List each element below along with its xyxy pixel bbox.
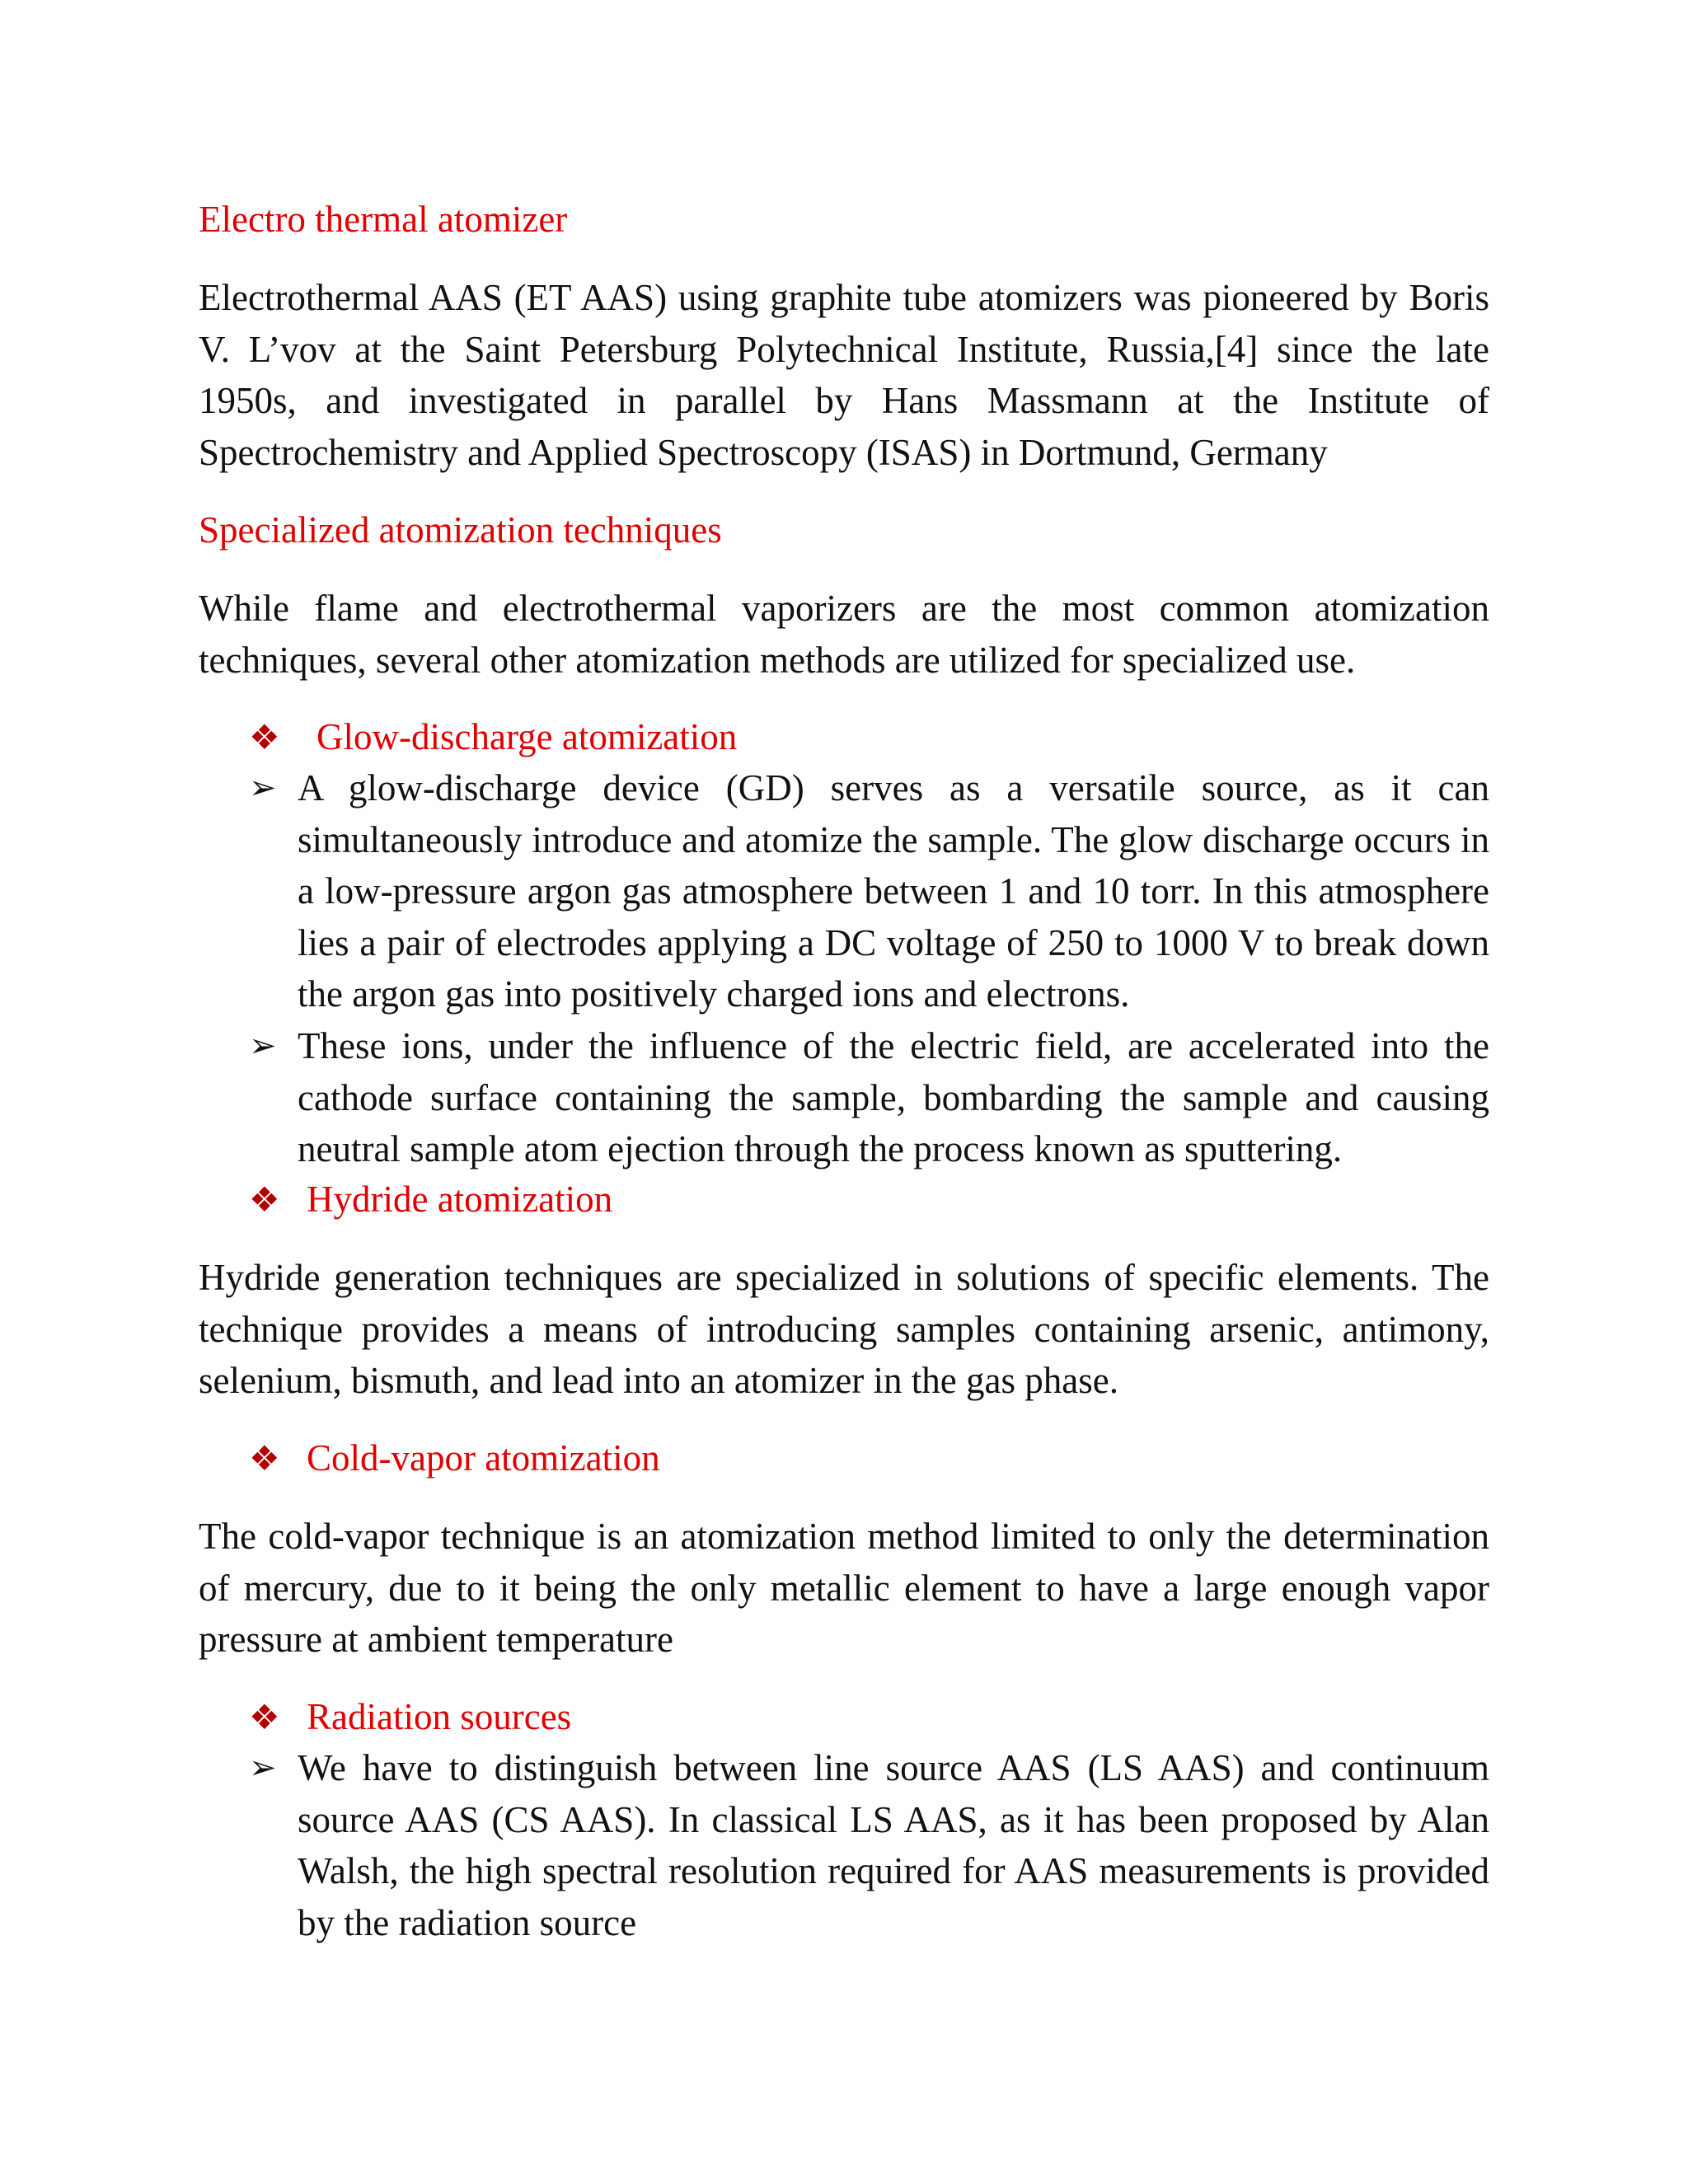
subheading-hydride bbox=[249, 1176, 612, 1223]
paragraph-electrothermal-aas: Electrothermal AAS (ET AAS) using graphite tube atomizers was pioneered by Boris V. L’vov at the Saint Petersburg Polytechnical Institute, Russia,[4] since the late 1950s, and investigated in parallel by Hans Massmann at the Institute of Spectrochemistry and Applied Spectroscopy (ISAS) in Dortmund, Germany bbox=[199, 277, 1489, 473]
arrow-bullet-icon: ➢ bbox=[249, 1749, 277, 1786]
subheading-label: Cold-vapor atomization bbox=[307, 1437, 660, 1479]
diamond-bullet-icon: ❖ bbox=[249, 719, 280, 757]
subheading-radiation-sources bbox=[249, 1694, 571, 1741]
heading-electro-thermal-atomizer: Electro thermal atomizer bbox=[199, 199, 568, 240]
bullet-item-line-source-aas bbox=[249, 1742, 1489, 1948]
bullet-text: These ions, under the influence of the electric field, are accelerated into the cathode surface containing the sample, bombarding the sample and causing neutral sample atom ejection through the process known as sputtering. bbox=[298, 1025, 1489, 1169]
bullet-text: A glow-discharge device (GD) serves as a versatile source, as it can simultaneously introduce and atomize the sample. The glow discharge occurs in a low-pressure argon gas atmosphere between 1 and 10 torr. In this atmosphere lies a pair of electrodes applying a DC voltage of 250 to 1000 V to break down the argon gas into positively charged ions and electrons. bbox=[298, 767, 1489, 1015]
paragraph-cold-vapor: The cold-vapor technique is an atomization method limited to only the determination of mercury, due to it being the only metallic element to have a large enough vapor pressure at ambient temperature bbox=[199, 1516, 1489, 1660]
heading-specialized-atomization: Specialized atomization techniques bbox=[199, 509, 722, 551]
diamond-bullet-icon: ❖ bbox=[249, 1182, 280, 1220]
subheading-glow-discharge bbox=[249, 714, 737, 761]
diamond-bullet-icon: ❖ bbox=[249, 1699, 280, 1737]
bullet-item-ions-sputtering bbox=[249, 1020, 1489, 1175]
subheading-label: Radiation sources bbox=[307, 1696, 572, 1737]
subheading-label: Glow-discharge atomization bbox=[316, 716, 738, 757]
subheading-label: Hydride atomization bbox=[307, 1179, 613, 1220]
bullet-item-glow-discharge-device bbox=[249, 762, 1489, 1020]
arrow-bullet-icon: ➢ bbox=[249, 1027, 277, 1064]
arrow-bullet-icon: ➢ bbox=[249, 769, 277, 806]
paragraph-specialized-atomization: While flame and electrothermal vaporizers are the most common atomization techniques, several other atomization methods are utilized for specialized use. bbox=[199, 588, 1489, 681]
paragraph-hydride-generation: Hydride generation techniques are specialized in solutions of specific elements. The technique provides a means of introducing samples containing arsenic, antimony, selenium, bismuth, and lead into an atomizer in the gas phase. bbox=[199, 1257, 1489, 1401]
diamond-bullet-icon: ❖ bbox=[249, 1441, 280, 1479]
subheading-cold-vapor bbox=[249, 1435, 660, 1482]
bullet-text: We have to distinguish between line source AAS (LS AAS) and continuum source AAS (CS AAS). In classical LS AAS, as it has been proposed by Alan Walsh, the high spectral resolution required for AAS measurements is provided by the radiation source bbox=[298, 1747, 1489, 1943]
